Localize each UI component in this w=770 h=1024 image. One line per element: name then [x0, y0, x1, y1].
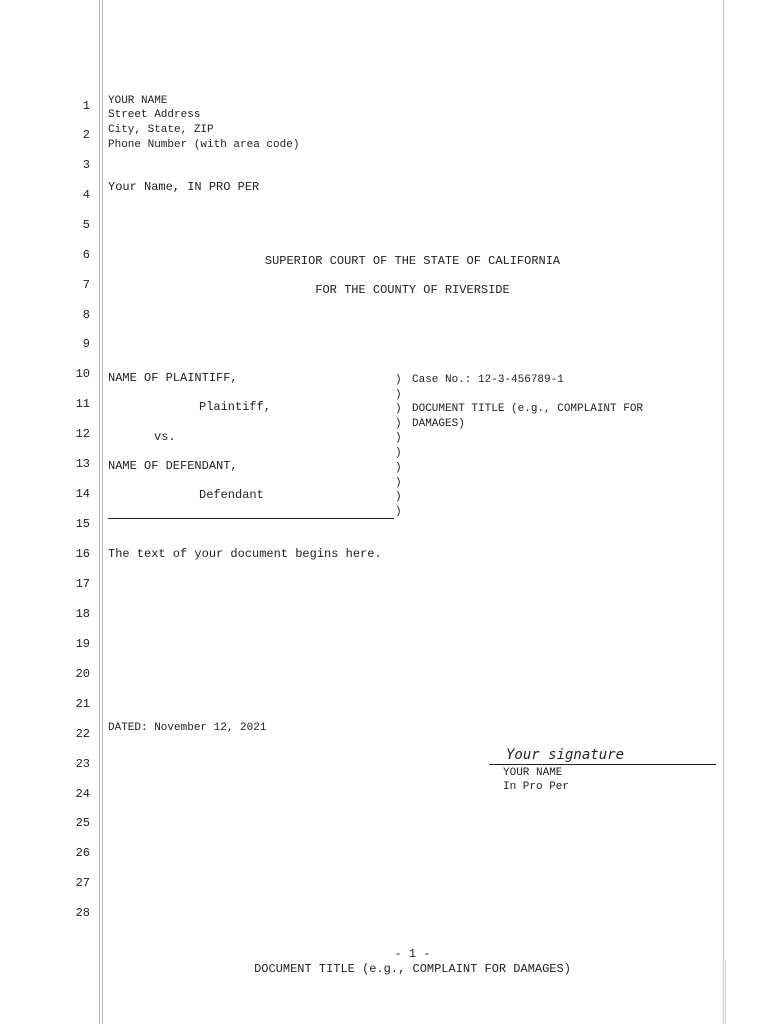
caption-underline	[108, 518, 394, 519]
line-number: 1	[82, 99, 90, 113]
line-number: 24	[75, 787, 90, 801]
document-title-cont: DAMAGES)	[412, 418, 465, 430]
line-number: 6	[82, 248, 90, 262]
signature: Your signature	[506, 747, 625, 763]
line-number: 5	[82, 218, 90, 232]
line-number: 18	[75, 607, 90, 621]
defendant-role: Defendant	[199, 488, 264, 502]
attorney-for: Your Name, IN PRO PER	[108, 180, 260, 194]
document-title: DOCUMENT TITLE (e.g., COMPLAINT FOR	[412, 403, 644, 415]
line-number: 17	[75, 577, 90, 591]
line-number: 13	[75, 457, 90, 471]
case-number: Case No.: 12-3-456789-1	[412, 374, 564, 386]
line-number: 2	[82, 128, 90, 142]
caption-paren: )	[395, 374, 402, 386]
dated-line: DATED: November 12, 2021	[108, 722, 267, 734]
line-number: 27	[75, 876, 90, 890]
caption-paren: )	[395, 418, 402, 430]
signature-line	[489, 764, 716, 765]
right-margin-rule-lower	[725, 960, 726, 1024]
line-number: 16	[75, 547, 90, 561]
line-number: 3	[82, 158, 90, 172]
header-phone: Phone Number (with area code)	[108, 139, 300, 151]
caption-paren: )	[395, 389, 402, 401]
line-number: 25	[75, 816, 90, 830]
line-number: 11	[75, 397, 90, 411]
caption-paren: )	[395, 462, 402, 474]
caption-paren: )	[395, 403, 402, 415]
page-number: - 1 -	[394, 947, 431, 961]
line-number: 22	[75, 727, 90, 741]
line-number: 21	[75, 697, 90, 711]
caption-paren: )	[395, 447, 402, 459]
line-number: 19	[75, 637, 90, 651]
court-county: FOR THE COUNTY OF RIVERSIDE	[315, 283, 510, 297]
line-number: 14	[75, 487, 90, 501]
line-number: 26	[75, 846, 90, 860]
versus-label: vs.	[154, 430, 176, 444]
line-number: 28	[75, 906, 90, 920]
plaintiff-role: Plaintiff,	[199, 400, 272, 414]
footer-title: DOCUMENT TITLE (e.g., COMPLAINT FOR DAMAGES)	[254, 962, 571, 976]
line-number: 9	[82, 337, 90, 351]
line-number: 12	[75, 427, 90, 441]
left-margin-rule	[99, 0, 100, 1024]
header-street: Street Address	[108, 109, 201, 121]
defendant-name: NAME OF DEFENDANT,	[108, 459, 238, 473]
caption-paren: )	[395, 506, 402, 518]
plaintiff-name: NAME OF PLAINTIFF,	[108, 371, 238, 385]
header-name: YOUR NAME	[108, 95, 168, 107]
signer-name: YOUR NAME	[503, 767, 563, 779]
signer-role: In Pro Per	[503, 781, 570, 793]
line-number: 4	[82, 188, 90, 202]
caption-paren: )	[395, 432, 402, 444]
right-margin-rule	[723, 0, 724, 1024]
line-number: 7	[82, 278, 90, 292]
caption-paren: )	[395, 477, 402, 489]
header-city: City, State, ZIP	[108, 124, 214, 136]
left-margin-rule-inner	[102, 0, 103, 1024]
line-number: 10	[75, 367, 90, 381]
caption-paren: )	[395, 491, 402, 503]
line-number: 20	[75, 667, 90, 681]
line-number: 23	[75, 757, 90, 771]
court-name: SUPERIOR COURT OF THE STATE OF CALIFORNIA	[264, 254, 561, 268]
line-number: 15	[75, 517, 90, 531]
line-number: 8	[82, 308, 90, 322]
body-text: The text of your document begins here.	[108, 547, 382, 561]
